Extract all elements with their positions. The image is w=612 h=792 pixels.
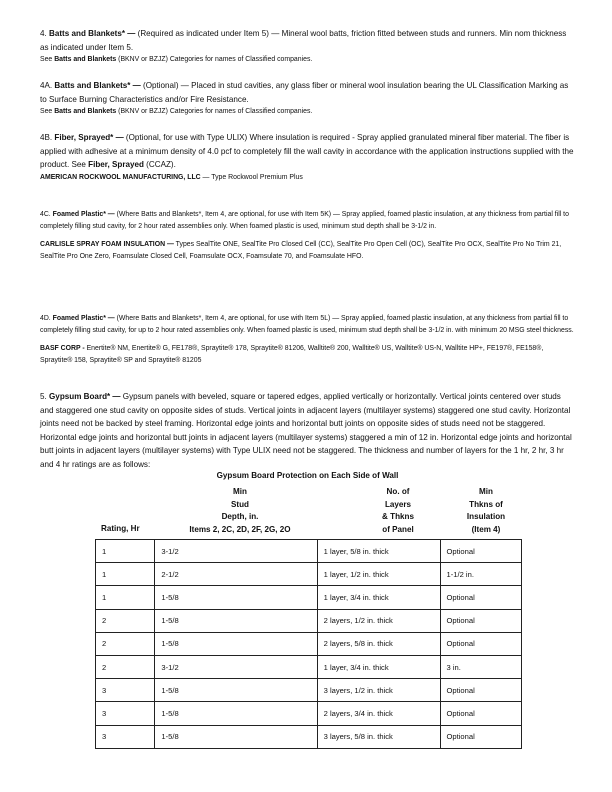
item-4c-company: [40, 239, 575, 262]
item-title: Foamed Plastic* —: [52, 211, 115, 218]
item-number: 4D.: [40, 315, 51, 322]
see-category: Fiber, Sprayed: [88, 160, 144, 169]
item-title: Batts and Blankets* —: [49, 29, 136, 38]
header-rating: Rating, Hr: [101, 524, 140, 533]
item-number: 5.: [40, 392, 47, 401]
table-cell: 2: [96, 632, 155, 655]
table-cell: 3 layers, 5/8 in. thick: [317, 725, 440, 748]
item-5: [40, 390, 575, 471]
table-cell: 3-1/2: [155, 540, 317, 563]
header-line: of Panel: [382, 524, 414, 534]
table-cell: 3-1/2: [155, 655, 317, 678]
table-cell: 3 in.: [440, 655, 522, 678]
table-cell: 1-5/8: [155, 702, 317, 725]
table-cell: 1-5/8: [155, 609, 317, 632]
see-prefix: See: [40, 108, 55, 115]
item-4c-text: [40, 209, 575, 232]
company-products: Enertite® NM, Enertite® G, FE178®, Spraytite® 178, Spraytite® 81206, Walltite® 200, Walltite® US, Walltite® US-N, Walltite HP+, FE197®, FE158®, Spraytite® 158, Spraytite® SP and Spraytite® 81205: [40, 345, 544, 364]
table-cell: Optional: [440, 609, 522, 632]
see-suffix: (BKNV or BZJZ) Categories for names of Classified companies.: [116, 108, 313, 115]
item-4a-see: [40, 106, 575, 118]
item-4c: [40, 209, 575, 262]
item-body: (Required as indicated under Item 5) — Mineral wool batts, friction fitted between studs and runners. Min nom thickness as indicated under Item 5.: [40, 29, 567, 52]
table-row: [96, 632, 522, 655]
table-cell: 1 layer, 1/2 in. thick: [317, 563, 440, 586]
item-4: [40, 27, 575, 66]
company-products: — Type Rockwool Premium Plus: [200, 173, 303, 181]
table-cell: 2 layers, 3/4 in. thick: [317, 702, 440, 725]
table-cell: 1-1/2 in.: [440, 563, 522, 586]
table-cell: 1 layer, 3/4 in. thick: [317, 655, 440, 678]
table-cell: 1: [96, 563, 155, 586]
table-cell: Optional: [440, 632, 522, 655]
gypsum-board-table: [95, 539, 522, 749]
table-cell: 1: [96, 586, 155, 609]
table-cell: 1 layer, 3/4 in. thick: [317, 586, 440, 609]
header-layers: [338, 486, 458, 536]
see-category: Batts and Blankets: [54, 108, 117, 115]
company-name: CARLISLE SPRAY FOAM INSULATION —: [40, 241, 174, 248]
table-cell: 3: [96, 679, 155, 702]
item-body: (Where Batts and Blankets*, Item 4, are optional, for use with Item 5L) — Spray applied, foamed plastic insulation, at any thickness from partial fill to completely filling stud cavity, for up to 2 hour rated assemblies only. When foamed plastic is used, minimum stud depth shall be 3-1/2 in. with minimum 20 MSG steel thickness.: [40, 315, 574, 334]
table-cell: 1: [96, 540, 155, 563]
item-4a: [40, 79, 575, 118]
table-cell: 3 layers, 1/2 in. thick: [317, 679, 440, 702]
table-cell: Optional: [440, 702, 522, 725]
item-title: Batts and Blankets* —: [54, 81, 141, 90]
table-cell: Optional: [440, 586, 522, 609]
item-number: 4.: [40, 29, 47, 38]
item-body: (Where Batts and Blankets*, Item 4, are optional, for use with Item 5K) — Spray applied, foamed plastic insulation, at any thickness from partial fill to completely filling stud cavity, for 2 hour rated assemblies only. When foamed plastic is used, minimum stud depth shall be 3-1/2 in.: [40, 211, 569, 230]
item-5-text: [40, 390, 575, 471]
see-suffix: (BKNV or BZJZ) Categories for names of Classified companies.: [116, 56, 313, 63]
table-cell: 3: [96, 702, 155, 725]
header-insulation: [446, 486, 526, 536]
table-title: Gypsum Board Protection on Each Side of Wall: [216, 471, 399, 480]
table-cell: 1-5/8: [155, 679, 317, 702]
table-cell: Optional: [440, 679, 522, 702]
table-row: [96, 702, 522, 725]
item-4b-text: [40, 131, 575, 172]
table-row: [96, 609, 522, 632]
table-cell: 2-1/2: [155, 563, 317, 586]
see-category: Batts and Blankets: [54, 56, 117, 63]
item-4b-company: [40, 172, 575, 184]
item-4d: [40, 313, 575, 366]
company-products: Types SealTite ONE, SealTite Pro Closed Cell (CC), SealTite Pro Open Cell (OC), SealTite Pro OCX, SealTite Pro No Trim 21, SealTite Pro One Zero, Foamsulate Closed Cell, Foamsulate OCX, Foamsulate 70, and Foamsulate HFO.: [40, 241, 562, 260]
table-cell: 2 layers, 5/8 in. thick: [317, 632, 440, 655]
header-line: & Thkns: [382, 512, 414, 521]
table-cell: 3: [96, 725, 155, 748]
header-line: Depth, in.: [221, 512, 259, 521]
table-row: [96, 563, 522, 586]
header-line: Layers: [384, 499, 412, 509]
table-cell: 2 layers, 1/2 in. thick: [317, 609, 440, 632]
item-4d-company: [40, 343, 575, 366]
company-name: AMERICAN ROCKWOOL MANUFACTURING, LLC: [40, 173, 201, 181]
table-row: [96, 725, 522, 748]
table-row: [96, 540, 522, 563]
table-cell: Optional: [440, 540, 522, 563]
table-cell: 1-5/8: [155, 632, 317, 655]
item-title: Gypsum Board* —: [49, 392, 121, 401]
header-stud-depth: [170, 486, 310, 536]
item-title: Foamed Plastic* —: [52, 315, 115, 322]
header-line: Stud: [231, 499, 249, 509]
item-4d-text: [40, 313, 575, 336]
item-number: 4A.: [40, 81, 53, 90]
company-name: BASF CORP -: [40, 345, 85, 352]
table-cell: 1-5/8: [155, 586, 317, 609]
item-body: (Optional, for use with Type ULIX) Where insulation is required - Spray applied granulated mineral fiber material. The fiber is applied with adhesive at a minimum density of 4.0 pcf to completely fill the wall cavity in accordance with the application instructions supplied with the product. See: [40, 133, 574, 169]
table-row: [96, 586, 522, 609]
header-line: No. of: [386, 487, 410, 496]
table-row: [96, 655, 522, 678]
table-cell: 1-5/8: [155, 725, 317, 748]
item-title: Fiber, Sprayed* —: [54, 133, 124, 142]
header-line: (Item 4): [471, 524, 501, 534]
header-line: Min: [479, 487, 493, 496]
item-4-text: [40, 27, 575, 54]
see-suffix: (CCAZ).: [143, 160, 176, 169]
item-4-see: [40, 54, 575, 66]
item-number: 4C.: [40, 211, 51, 218]
table-row: [96, 679, 522, 702]
header-line: Items 2, 2C, 2D, 2F, 2G, 2O: [189, 524, 291, 534]
table-cell: 2: [96, 655, 155, 678]
header-line: Thkns of: [469, 499, 503, 509]
table-cell: 2: [96, 609, 155, 632]
see-prefix: See: [40, 56, 55, 63]
item-4a-text: [40, 79, 575, 106]
item-body: (Optional) — Placed in stud cavities, any glass fiber or mineral wool insulation bearing the UL Classification Marking as to Surface Burning Characteristics and/or Fire Resistance.: [40, 81, 569, 104]
header-line: Min: [233, 487, 247, 496]
table-cell: Optional: [440, 725, 522, 748]
header-line: Insulation: [466, 512, 506, 521]
table-cell: 1 layer, 5/8 in. thick: [317, 540, 440, 563]
item-number: 4B.: [40, 133, 53, 142]
item-body: Gypsum panels with beveled, square or tapered edges, applied vertically or horizontally. Vertical joints centered over studs and staggered one stud cavity on opposite sides of studs. Vertical joints in adjacent layers (multilayer systems) staggered one stud cavity. Horizontal joints need not be backed by steel framing. Horizontal edge joints and horizontal butt joints on opposite sides of studs need not be staggered. Horizontal edge joints and horizontal butt joints in adjacent layers (multilayer systems) staggered a min of 12 in. Horizontal edge joints and horizontal butt joints in adjacent layers (multilayer systems) with Type ULIX need not be staggered. The thickness and number of layers for the 1 hr, 2 hr, 3 hr and 4 hr ratings are as follows:: [40, 392, 572, 469]
item-4b: [40, 131, 575, 183]
